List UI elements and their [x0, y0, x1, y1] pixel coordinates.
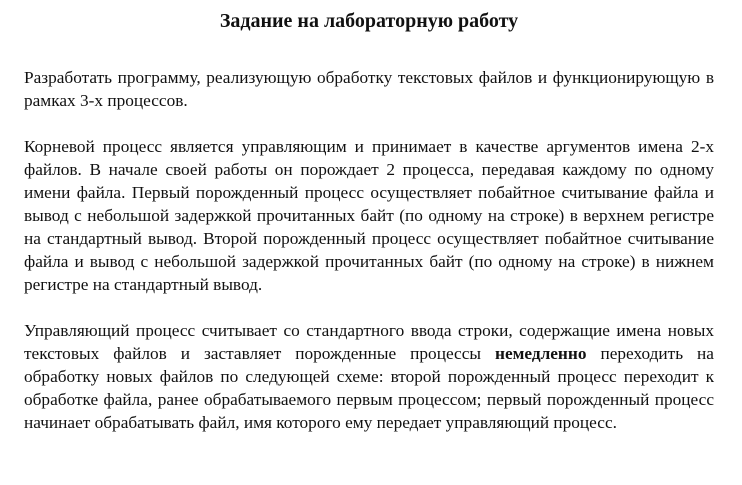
- paragraph-control-text-end: переходить на обработку новых файлов по следующей схеме: второй порожденный процесс переходит к обработке файла, ранее обрабатываемого первым процессом; первый порожденный процесс начинает обрабатывать файл, имя которого ему передает управляющий процесс.: [24, 344, 714, 432]
- document-title: Задание на лабораторную работу: [219, 10, 519, 32]
- paragraph-root-process: Корневой процесс является управляющим и принимает в качестве аргументов имена 2-х файлов. В начале своей работы он порождает 2 процесса, передавая каждому по одному имени файла. Первый порожденный процесс осуществляет побайтное считывание файла и вывод с небольшой задержкой прочитанных байт (по одному на строке) в верхнем регистре на стандартный вывод. Второй порожденный процесс осуществляет побайтное считывание файла и вывод с небольшой задержкой прочитанных байт (по одному на строке) в нижнем регистре на стандартный вывод.: [24, 137, 714, 294]
- paragraph-control-text-start: Управляющий процесс считывает со стандартного ввода строки, содержащие имена новых текстовых файлов и заставляет порожденные процессы: [24, 321, 714, 363]
- emphasis-word: немедленно: [494, 344, 587, 363]
- paragraph-control-process: [24, 319, 714, 434]
- paragraph-task: Разработать программу, реализующую обработку текстовых файлов и функционирующую в рамках 3-х процессов.: [24, 68, 714, 110]
